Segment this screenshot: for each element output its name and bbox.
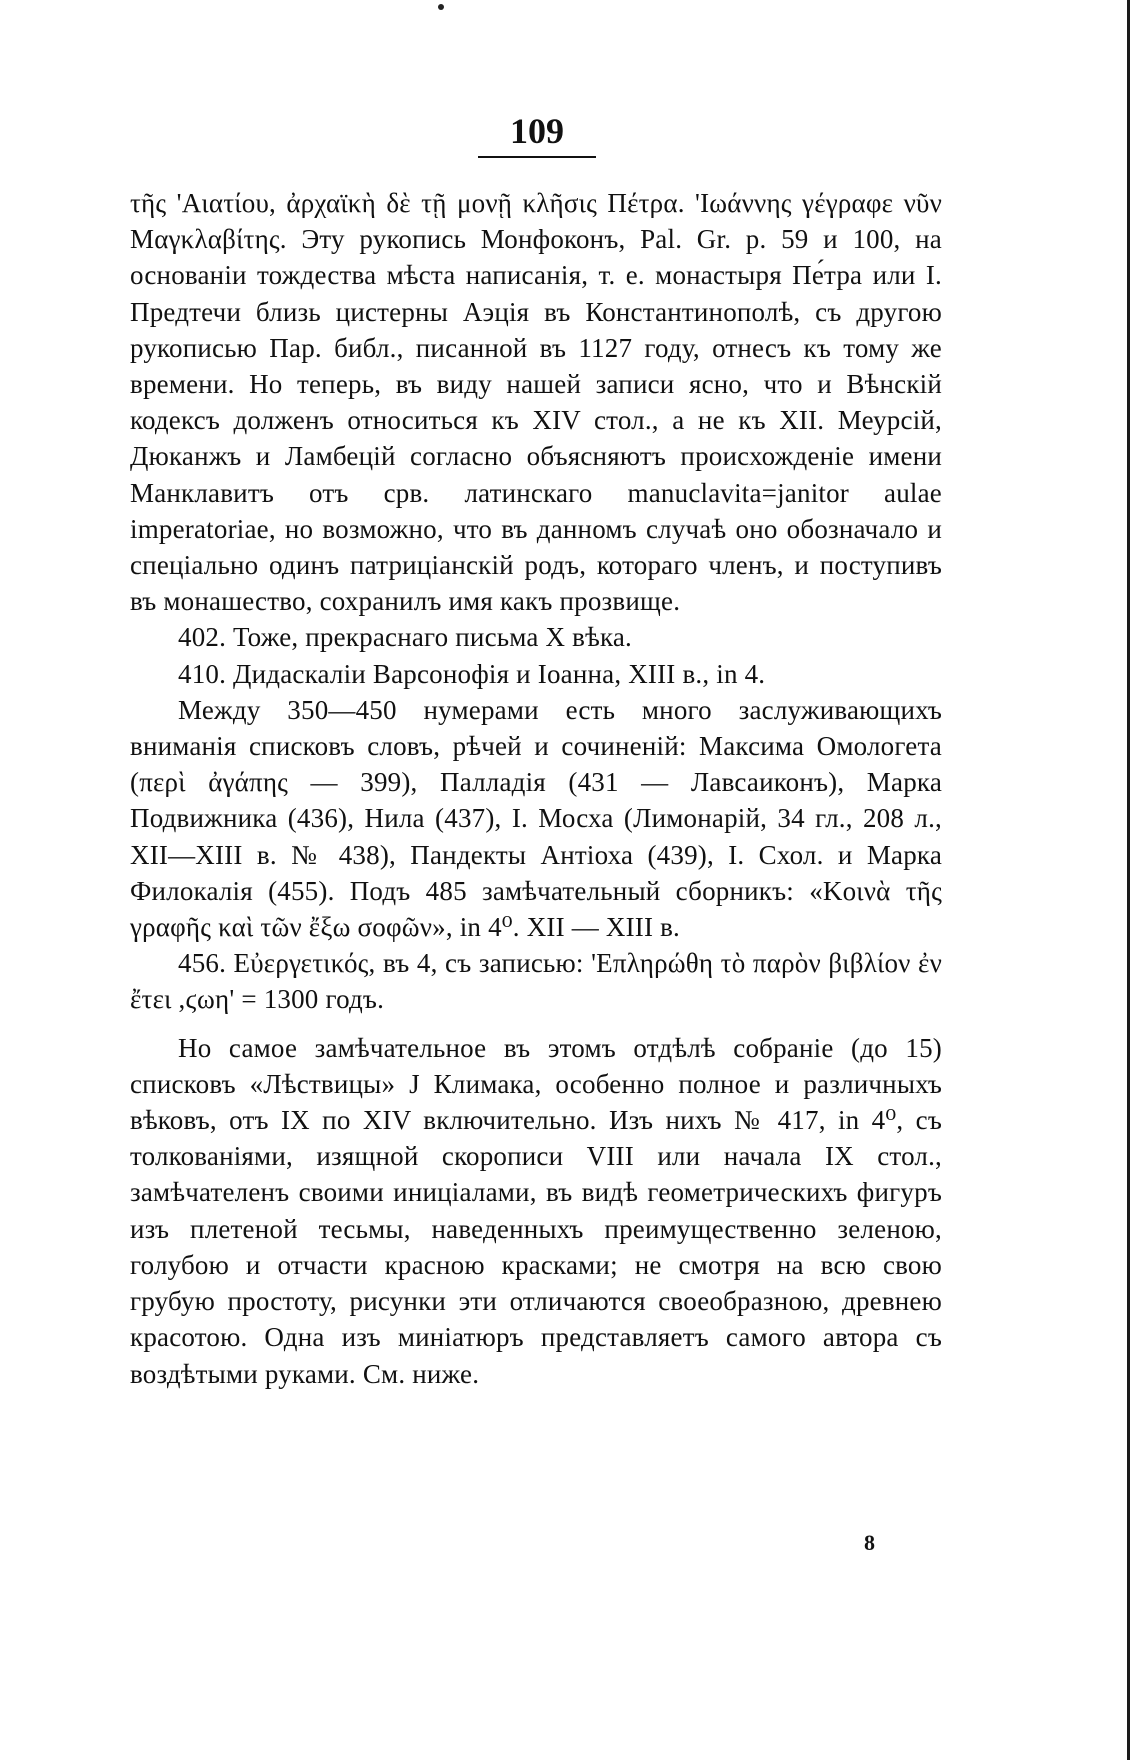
page-edge-line [1127,0,1130,1760]
paragraph: 410. Дидаскаліи Варсонофія и Іоанна, XIII в., in 4. [178,658,766,689]
signature-mark: 8 [864,1530,875,1555]
paragraph: Между 350—450 нумерами есть много заслуживающихъ вниманія списковъ словъ, рѣчей и сочиненій: Максима Омологета (περὶ ἀγάπης — 399), Палладія (431 — Лавсаиконъ), Марка Подвижника (436), Нила (437), І. Мосха (Лимонарій, 34 гл., 208 л., XII—XIII в. № 438), Пандекты Антіоха (439), І. Схол. и Марка Филокалія (455). Подъ 485 замѣчательный сборникъ: «Κοινὰ τῆς γραφῆς καὶ τῶν ἔξω σοφῶν», in 4⁰. XII — XIII в. [130,694,942,943]
body-text [130,185,942,1392]
ink-dot [438,4,444,10]
page-number: 109 [510,111,564,151]
paragraph: 456. Εὐεργετικός, въ 4, съ записью: 'Επληρώθη τὸ παρὸν βιβλίον ἐν ἔτει ,ϛωη' = 1300 годъ. [130,948,942,1015]
page-header [478,112,596,158]
paragraph: 402. Тоже, прекраснаго письма X вѣка. [178,622,633,653]
header-rule [478,156,596,158]
paragraph: τῆς 'Αιατίου, ἀρχαϊκὴ δὲ τῇ μονῇ κλῆσις Πέτρα. 'Ιωάννης γέγραφε νῦν Μαγκλαβίτης. Эту рукопись Монфоконъ, Pal. Gr. p. 59 и 100, на основаніи тождества мѣста написанія, т. е. монастыря Пе́тра или І. Предтечи близь цистерны Аэція въ Константинополѣ, съ другою рукописью Пар. библ., писанной въ 1127 году, отнесъ къ тому же времени. Но теперь, въ виду нашей записи ясно, что и Вѣнскій кодексъ долженъ относиться къ XIV стол., а не къ XII. Меурсій, Дюканжъ и Ламбецій согласно объясняютъ происхожденіе имени Манклавитъ отъ срв. латинскаго manuclavita=janitor aulae imperatoriae, но возможно, что въ данномъ случаѣ оно обозначало и спеціально одинъ патриціанскій родъ, котораго членъ, и поступивъ въ монашество, сохранилъ имя какъ прозвище. [130,188,942,617]
paragraph: Но самое замѣчательное въ этомъ отдѣлѣ собраніе (до 15) списковъ «Лѣствицы» J Климака, особенно полное и различныхъ вѣковъ, отъ IX по XIV включительно. Изъ нихъ № 417, in 4⁰, съ толкованіями, изящной скорописи VIII или начала IX стол., замѣчателенъ своими иниціалами, въ видѣ геометрическихъ фигуръ изъ плетеной тесьмы, наведенныхъ преимущественно зеленою, голубою и отчасти красною красками; не смотря на всю свою грубую простоту, рисунки эти отличаются своеобразною, древнею красотою. Одна изъ миніатюръ представляетъ самого автора съ воздѣтыми руками. См. ниже. [130,1032,942,1389]
